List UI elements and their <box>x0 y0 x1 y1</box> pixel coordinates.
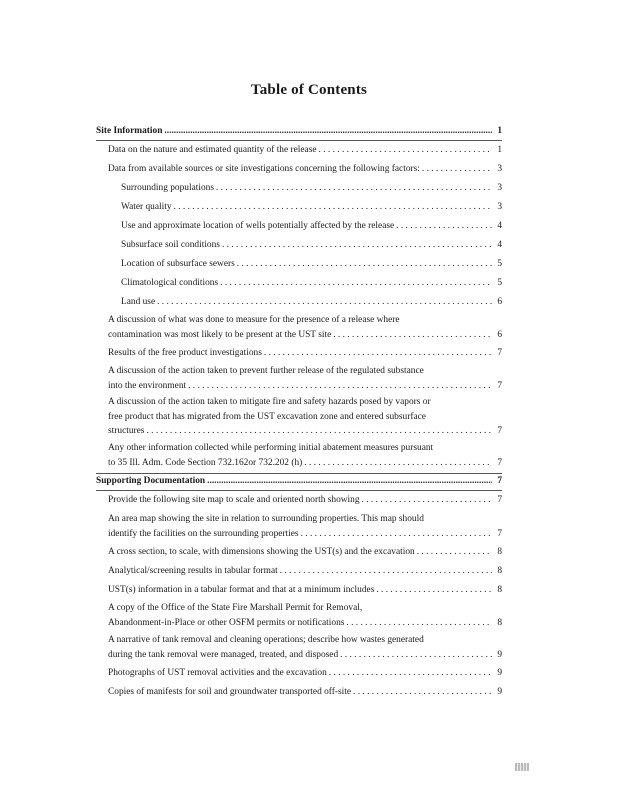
toc-entry[interactable] <box>121 238 502 253</box>
toc-entry-page: 8 <box>497 547 502 557</box>
toc-entry-text: Data from available sources or site investigations concerning the following factors: <box>108 164 420 174</box>
toc-entry-text: A cross section, to scale, with dimensions showing the UST(s) and the excavation <box>108 547 415 557</box>
toc-entry[interactable] <box>108 512 502 541</box>
toc-entry[interactable] <box>108 346 502 361</box>
toc-entry[interactable] <box>108 143 502 158</box>
toc-entry-text: Analytical/screening results in tabular format <box>108 566 278 576</box>
toc-entry-page: 6 <box>497 297 502 307</box>
toc-entry[interactable] <box>108 666 502 681</box>
page-number-mark <box>515 763 529 771</box>
toc-entry-text: Location of subsurface sewers <box>121 259 235 269</box>
toc-entry-text: Data on the nature and estimated quantity of the release <box>108 145 317 155</box>
toc-entry-page: 5 <box>497 259 502 269</box>
toc-entry-page: 7 <box>497 495 502 505</box>
toc-entry[interactable] <box>108 583 502 598</box>
toc-entry[interactable] <box>108 545 502 560</box>
toc-entry-page: 8 <box>497 585 502 595</box>
toc-entry-text: Results of the free product investigations <box>108 348 262 358</box>
toc-entry-page: 4 <box>497 240 502 250</box>
toc-entry-text: Surrounding populations <box>121 183 214 193</box>
toc-entry-text: Provide the following site map to scale and oriented north showing <box>108 495 360 505</box>
toc-entry-text: Subsurface soil conditions <box>121 240 220 250</box>
toc-entry[interactable] <box>108 564 502 579</box>
toc-entry-text-line: free product that has migrated from the UST excavation zone and entered subsurface <box>108 411 426 422</box>
toc-entry[interactable] <box>121 181 502 196</box>
toc-entry[interactable] <box>121 219 502 234</box>
toc-entry[interactable] <box>121 295 502 310</box>
toc-entry-text-line: A discussion of the action taken to prevent further release of the regulated substance <box>108 366 424 376</box>
toc-entry-text-line: A discussion of what was done to measure for the presence of a release where <box>108 315 400 325</box>
toc-entry-text: Photographs of UST removal activities and the excavation <box>108 668 327 678</box>
toc-entry-text: Use and approximate location of wells potentially affected by the release <box>121 221 395 231</box>
toc-entry-text: Water quality <box>121 202 172 212</box>
toc-entry-text: UST(s) information in a tabular format and that at a minimum includes <box>108 585 375 595</box>
toc-entry[interactable] <box>108 685 502 700</box>
toc-entry[interactable] <box>108 364 502 393</box>
toc-entry-page: 9 <box>497 649 502 660</box>
toc-entry-page: 1 <box>497 126 502 136</box>
toc-entry-text: Climatological conditions <box>121 278 219 288</box>
toc-entry-text: Copies of manifests for soil and groundwater transported off-site <box>108 687 351 697</box>
divider <box>96 140 502 141</box>
toc-entry-text: Land use <box>121 297 156 307</box>
toc-entry-page: 9 <box>497 668 502 678</box>
toc-entry[interactable] <box>108 395 502 439</box>
toc-entry-text: Site Information <box>96 126 163 136</box>
toc-entry-text-line: An area map showing the site in relation to surrounding properties. This map should <box>108 514 424 524</box>
toc-entry-page: 3 <box>497 183 502 193</box>
toc-entry[interactable] <box>108 313 502 342</box>
toc-entry-text: Supporting Documentation <box>96 476 206 486</box>
toc-entry-text: during the tank removal were managed, treated, and disposed <box>108 649 339 660</box>
toc-entry[interactable] <box>121 276 502 291</box>
toc-entry-page: 1 <box>497 145 502 155</box>
divider <box>96 490 502 491</box>
toc-entry[interactable] <box>108 601 502 630</box>
toc-entry-text: structures <box>108 426 145 436</box>
toc-entry-page: 7 <box>497 380 502 391</box>
toc-entry-site-information[interactable] <box>96 124 502 139</box>
toc-entry-page: 7 <box>497 348 502 358</box>
toc-entry[interactable] <box>108 493 502 508</box>
toc-entry-text-line: A narrative of tank removal and cleaning operations; describe how wastes generated <box>108 635 424 645</box>
toc-entry-text-line: Any other information collected while performing initial abatement measures pursuant <box>108 443 434 453</box>
toc-entry-text: into the environment <box>108 380 187 391</box>
toc-entry-page: 6 <box>497 329 502 340</box>
toc-entry-text: Abandonment-in-Place or other OSFM permits or notifications <box>108 617 345 628</box>
toc-entry-page: 7 <box>497 476 502 486</box>
toc-entry-text-line: A copy of the Office of the State Fire Marshall Permit for Removal, <box>108 603 363 613</box>
toc-entry-text: contamination was most likely to be present at the UST site <box>108 329 332 340</box>
toc-entry-page: 8 <box>497 617 502 628</box>
toc-entry-page: 5 <box>497 278 502 288</box>
toc-entry-page: 7 <box>497 457 502 468</box>
page-title: Table of Contents <box>250 82 368 98</box>
toc-entry-page: 9 <box>497 687 502 697</box>
toc-entry-page: 7 <box>497 528 502 539</box>
toc-entry-text: to 35 Ill. Adm. Code Section 732.162or 732.202 (h) <box>108 457 303 468</box>
toc-entry-page: 8 <box>497 566 502 576</box>
toc-entry[interactable] <box>121 257 502 272</box>
toc-entry-text-line: A discussion of the action taken to mitigate fire and safety hazards posed by vapors or <box>108 397 431 407</box>
toc-entry-page: 3 <box>497 202 502 212</box>
toc-entry-page: 7 <box>497 426 502 436</box>
toc-entry-page: 3 <box>497 164 502 174</box>
toc-entry[interactable] <box>108 162 502 177</box>
toc-entry[interactable] <box>108 633 502 662</box>
toc-entry-page: 4 <box>497 221 502 231</box>
toc-entry-supporting-documentation[interactable] <box>96 474 502 489</box>
toc-entry[interactable] <box>121 200 502 215</box>
toc-entry[interactable] <box>108 441 502 470</box>
toc-entry-text: identify the facilities on the surrounding properties <box>108 528 299 539</box>
